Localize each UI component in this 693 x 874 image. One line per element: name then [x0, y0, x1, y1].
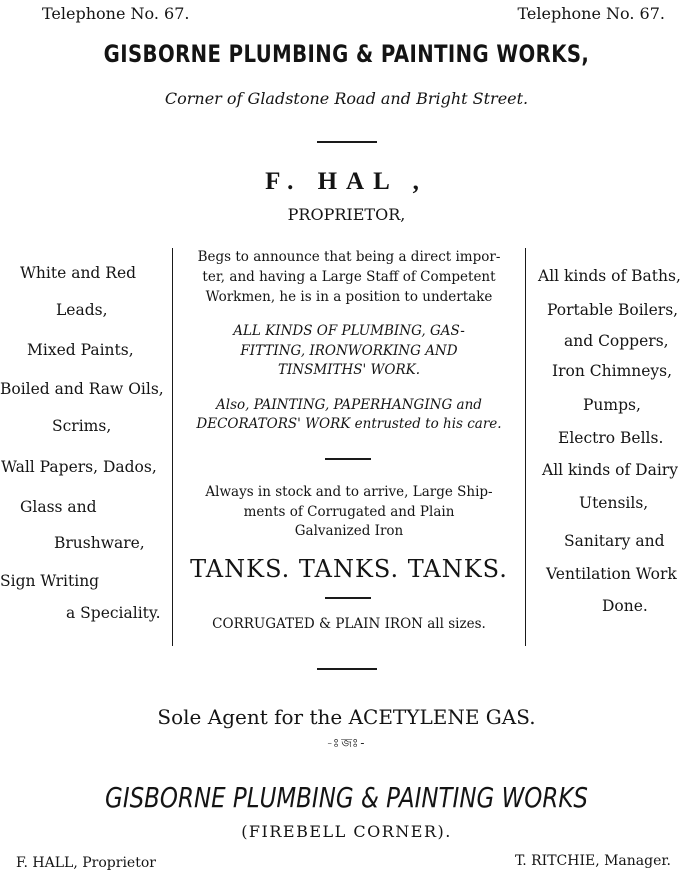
footer-proprietor: F. HALL, Proprietor — [16, 855, 156, 871]
column-divider-left — [172, 248, 173, 646]
left-column-line: Leads, — [56, 301, 108, 319]
right-column-line: Electro Bells. — [558, 429, 664, 447]
telephone-right: Telephone No. 67. — [517, 4, 665, 23]
page-title: GISBORNE PLUMBING & PAINTING WORKS, — [103, 40, 590, 68]
divider-rule — [325, 458, 371, 460]
left-column-line: White and Red — [20, 264, 137, 282]
footer-location: (FIREBELL CORNER). — [241, 822, 452, 841]
right-column-line: and Coppers, — [564, 332, 669, 350]
iron-sizes-line: CORRUGATED & PLAIN IRON all sizes. — [212, 616, 486, 632]
divider-rule — [325, 597, 371, 599]
right-column-line: All kinds of Dairy — [542, 461, 678, 479]
stock-line: Always in stock and to arrive, Large Ship- — [205, 484, 493, 500]
right-column-line: Done. — [602, 597, 648, 615]
column-divider-right — [525, 248, 526, 646]
intro-line: Begs to announce that being a direct impor- — [197, 249, 501, 265]
left-column-line: Glass and — [20, 498, 97, 516]
plumbing-line: FITTING, IRONWORKING AND — [240, 343, 458, 359]
left-column-line: Sign Writing — [0, 572, 100, 590]
sole-agent-notice: Sole Agent for the ACETYLENE GAS. — [157, 705, 536, 729]
intro-line: Workmen, he is in a position to undertake — [205, 289, 493, 305]
left-column-line: Brushware, — [54, 534, 145, 552]
tanks-heading: TANKS. TANKS. TANKS. — [190, 555, 508, 583]
divider-rule — [317, 141, 377, 143]
painting-line: Also, PAINTING, PAPERHANGING and — [216, 397, 482, 413]
plumbing-line: TINSMITHS' WORK. — [277, 362, 421, 378]
painting-line: DECORATORS' WORK entrusted to his care. — [196, 416, 502, 432]
right-column-line: Iron Chimneys, — [552, 362, 673, 380]
flourish-ornament: -ঃজঃ- — [326, 736, 367, 750]
address: Corner of Gladstone Road and Bright Street. — [164, 89, 529, 108]
divider-rule — [317, 668, 377, 670]
footer-manager: T. RITCHIE, Manager. — [514, 853, 671, 869]
right-column-line: Pumps, — [583, 396, 641, 414]
left-column-line: a Speciality. — [66, 604, 161, 622]
left-column-line: Wall Papers, Dados, — [1, 458, 157, 476]
intro-line: ter, and having a Large Staff of Competent — [202, 269, 496, 285]
right-column-line: Ventilation Work — [546, 565, 677, 583]
proprietor-label: PROPRIETOR, — [287, 205, 406, 224]
plumbing-line: ALL KINDS OF PLUMBING, GAS- — [233, 323, 465, 339]
proprietor-name: F. HAL , — [265, 168, 428, 195]
stock-line: Galvanized Iron — [294, 523, 404, 539]
right-column-line: Utensils, — [579, 494, 649, 512]
stock-line: ments of Corrugated and Plain — [243, 504, 455, 520]
left-column-line: Mixed Paints, — [27, 341, 134, 359]
left-column-line: Scrims, — [52, 417, 112, 435]
right-column-line: Sanitary and — [564, 532, 665, 550]
footer-title: GISBORNE PLUMBING & PAINTING WORKS — [105, 781, 588, 814]
telephone-left: Telephone No. 67. — [42, 4, 190, 23]
right-column-line: All kinds of Baths, — [538, 267, 681, 285]
right-column-line: Portable Boilers, — [547, 301, 679, 319]
left-column-line: Boiled and Raw Oils, — [0, 380, 164, 398]
